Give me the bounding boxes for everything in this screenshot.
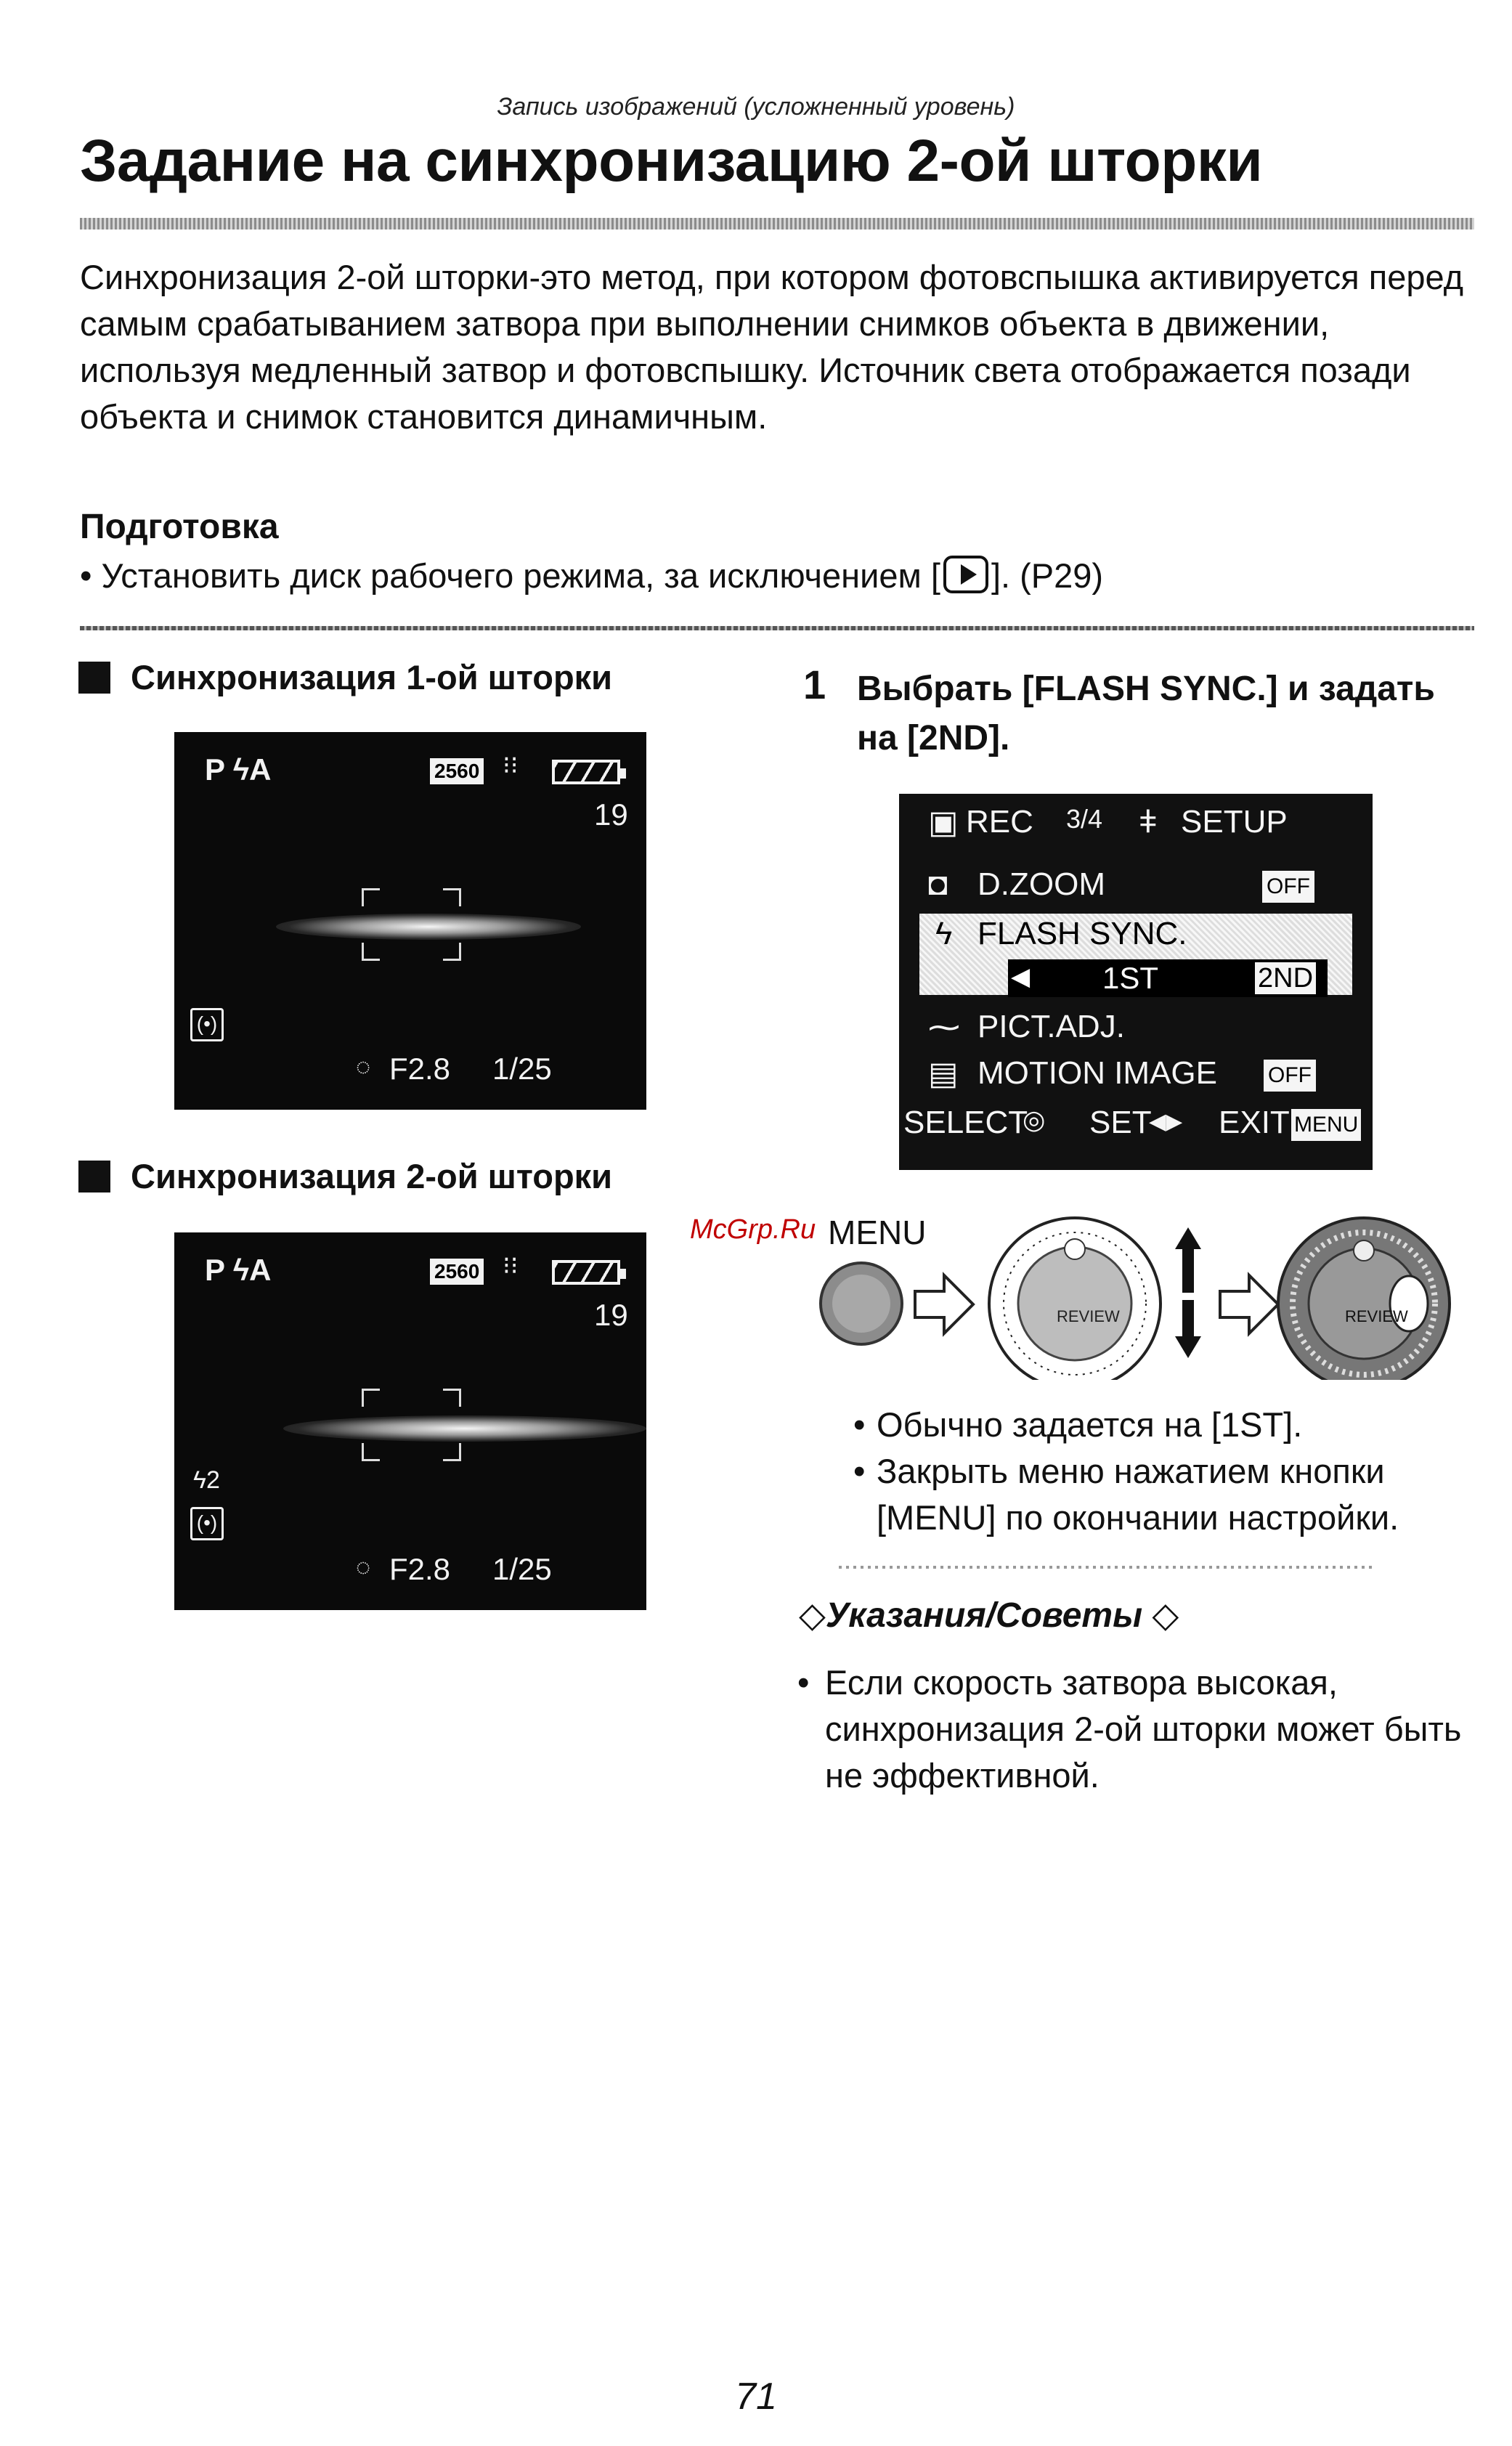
menu-row-label: PICT.ADJ. bbox=[977, 1009, 1125, 1044]
menu-tab-setup: SETUP bbox=[1181, 804, 1288, 840]
camera-icon: ▣ bbox=[928, 805, 959, 840]
notes-divider bbox=[839, 1566, 1376, 1569]
af-frame-tl bbox=[362, 1389, 380, 1407]
motion-blur-subject bbox=[283, 1415, 646, 1442]
lcd-preview-1st bbox=[174, 732, 646, 1110]
lcd-shutter: 1/25 bbox=[492, 1552, 552, 1586]
option-2nd-selected: 2ND bbox=[1255, 962, 1316, 994]
shake-icon: ◌ bbox=[356, 1053, 371, 1081]
lcd-mode: P ϟA bbox=[205, 752, 272, 787]
battery-icon bbox=[552, 760, 620, 784]
step-notes bbox=[853, 1402, 1492, 1541]
rotation-arrows-icon bbox=[1175, 1227, 1201, 1358]
section2-heading-text: Синхронизация 2-ой шторки bbox=[131, 1157, 613, 1195]
control-sequence-diagram bbox=[813, 1198, 1467, 1380]
lcd-flash-mode: ϟ2 bbox=[193, 1466, 220, 1494]
af-frame-br bbox=[443, 943, 461, 961]
footer-menu-badge: MENU bbox=[1291, 1109, 1361, 1141]
lcd-shot-count: 19 bbox=[594, 1298, 628, 1332]
flash-icon: ϟ bbox=[935, 916, 953, 951]
menu-row-motion-image bbox=[899, 1055, 1373, 1099]
left-right-arrows-icon: ◀▶ bbox=[1149, 1110, 1183, 1134]
camera-menu-screen bbox=[899, 794, 1373, 1170]
lcd-resolution-badge: 2560 bbox=[430, 1259, 484, 1285]
arrow-right-icon bbox=[1220, 1275, 1278, 1333]
wrench-icon: ǂ bbox=[1139, 804, 1158, 840]
quality-icon: ⁝⁝ bbox=[503, 1252, 519, 1280]
option-selector bbox=[1008, 959, 1328, 997]
square-bullet-icon bbox=[78, 1161, 110, 1192]
spot-metering-icon: (•) bbox=[190, 1507, 224, 1540]
intro-paragraph: Синхронизация 2-ой шторки-это метод, при котором фотовспышка активируется перед самым срабатыванием затвора при выполнении снимков объекта в движении, используя медленный затвор и фотовспышку. Источник света отображается позади объекта и снимок становится динамичным. bbox=[80, 258, 1464, 436]
zoom-icon: ◘ bbox=[928, 866, 948, 902]
menu-tab-rec: REC bbox=[966, 804, 1033, 840]
square-bullet-icon bbox=[78, 662, 110, 694]
running-head: Запись изображений (усложненный уровень) bbox=[497, 93, 1015, 121]
lcd-mode: P ϟA bbox=[205, 1253, 272, 1287]
menu-row-label: MOTION IMAGE bbox=[977, 1055, 1217, 1091]
option-1st: 1ST bbox=[1102, 961, 1159, 995]
page-number: 71 bbox=[735, 2376, 777, 2418]
af-frame-bl bbox=[362, 943, 380, 961]
preparation-heading: Подготовка bbox=[80, 508, 279, 546]
playback-icon bbox=[943, 556, 988, 593]
lcd-preview-2nd bbox=[174, 1232, 646, 1610]
af-frame-tr bbox=[443, 888, 461, 906]
dial-review-label: REVIEW bbox=[1057, 1307, 1120, 1325]
film-icon: ▤ bbox=[928, 1056, 959, 1092]
menu-row-label: FLASH SYNC. bbox=[977, 916, 1187, 951]
page-title: Задание на синхронизацию 2-ой шторки bbox=[80, 128, 1263, 194]
motion-blur-subject bbox=[276, 914, 581, 940]
battery-icon bbox=[552, 1260, 620, 1285]
menu-row-flash-sync bbox=[899, 916, 1373, 956]
menu-row-value: OFF bbox=[1264, 1060, 1316, 1092]
lcd-resolution-badge: 2560 bbox=[430, 758, 484, 784]
tip-item: • Если скорость затвора высокая, синхронизация 2-ой шторки может быть не эффективной. bbox=[797, 1659, 1480, 1799]
dial-icon: ◎ bbox=[1023, 1105, 1046, 1134]
lcd-aperture: F2.8 bbox=[389, 1052, 451, 1086]
arrow-left-icon: ◀ bbox=[1011, 963, 1031, 991]
section2-heading bbox=[78, 1156, 612, 1196]
af-frame-tr bbox=[443, 1389, 461, 1407]
shake-icon: ◌ bbox=[356, 1553, 371, 1581]
tips-list bbox=[797, 1659, 1480, 1799]
menu-page: 3/4 bbox=[1066, 804, 1103, 834]
footer-select: SELECT bbox=[903, 1105, 1028, 1140]
control-dial-pressed-icon bbox=[1278, 1218, 1450, 1380]
af-frame-tl bbox=[362, 888, 380, 906]
preparation-text-before: • Установить диск рабочего режима, за исключением [ bbox=[80, 556, 940, 595]
title-rule bbox=[80, 218, 1474, 229]
lcd-aperture: F2.8 bbox=[389, 1552, 451, 1586]
note-item: • Обычно задается на [1ST]. bbox=[853, 1402, 1492, 1448]
footer-set: SET bbox=[1089, 1105, 1152, 1140]
menu-footer bbox=[899, 1105, 1373, 1148]
note-item: • Закрыть меню нажатием кнопки [MENU] по окончании настройки. bbox=[853, 1448, 1492, 1541]
quality-icon: ⁝⁝ bbox=[503, 752, 519, 779]
af-frame-bl bbox=[362, 1443, 380, 1461]
menu-row-value: OFF bbox=[1262, 871, 1314, 903]
section1-heading-text: Синхронизация 1-ой шторки bbox=[131, 658, 613, 696]
af-frame-br bbox=[443, 1443, 461, 1461]
adjust-icon: ⁓ bbox=[928, 1009, 960, 1045]
preparation-text-after: ]. (P29) bbox=[991, 556, 1104, 595]
menu-row-label: D.ZOOM bbox=[977, 866, 1105, 902]
watermark: McGrp.Ru bbox=[690, 1214, 816, 1245]
section1-heading bbox=[78, 657, 612, 697]
step-number: 1 bbox=[803, 662, 826, 707]
dial-review-label: REVIEW bbox=[1345, 1307, 1408, 1325]
section-divider bbox=[80, 626, 1474, 630]
arrow-right-icon bbox=[915, 1275, 973, 1333]
footer-exit: EXIT bbox=[1219, 1105, 1290, 1140]
control-dial-icon bbox=[989, 1218, 1161, 1380]
lcd-shutter: 1/25 bbox=[492, 1052, 552, 1086]
menu-row-dzoom bbox=[899, 866, 1373, 910]
menu-button-icon bbox=[821, 1263, 902, 1344]
tips-heading: ◇Указания/Советы ◇ bbox=[799, 1596, 1179, 1635]
menu-row-pict-adj bbox=[899, 1009, 1373, 1052]
lcd-shot-count: 19 bbox=[594, 797, 628, 832]
preparation-item bbox=[80, 556, 1103, 596]
menu-button-label: MENU bbox=[828, 1214, 927, 1251]
spot-metering-icon: (•) bbox=[190, 1008, 224, 1041]
step-instruction: Выбрать [FLASH SYNC.] и задать на [2ND]. bbox=[857, 670, 1435, 757]
